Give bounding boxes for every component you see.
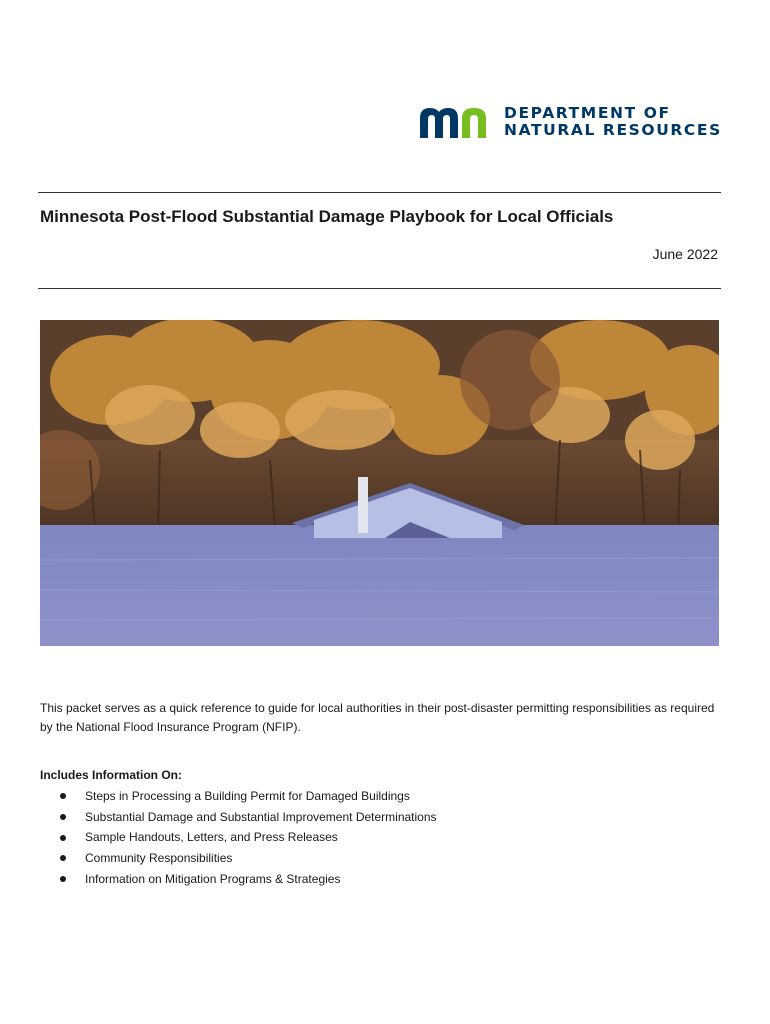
bullet-icon	[60, 793, 66, 799]
bullet-icon	[60, 835, 66, 841]
dnr-logo	[420, 104, 722, 140]
list-item: Substantial Damage and Substantial Improvement Determinations	[60, 807, 437, 828]
flooded-house-image	[40, 320, 719, 646]
bullet-icon	[60, 855, 66, 861]
top-divider	[38, 192, 721, 193]
bullet-icon	[60, 876, 66, 882]
bottom-divider	[38, 288, 721, 289]
list-item: Steps in Processing a Building Permit for Damaged Buildings	[60, 786, 437, 807]
mn-logo-icon	[420, 106, 494, 138]
includes-heading: Includes Information On:	[40, 768, 183, 782]
list-item: Community Responsibilities	[60, 848, 437, 869]
logo-line-1: DEPARTMENT OF	[504, 104, 671, 122]
list-item: Sample Handouts, Letters, and Press Releases	[60, 827, 437, 848]
document-date: June 2022	[652, 246, 718, 262]
intro-paragraph: This packet serves as a quick reference to guide for local authorities in their post-disaster permitting responsibilities as required by the National Flood Insurance Program (NFIP).	[40, 701, 715, 734]
includes-list	[60, 786, 437, 889]
dnr-logo-text	[504, 105, 722, 139]
bullet-icon	[60, 814, 66, 820]
list-item: Information on Mitigation Programs & Strategies	[60, 869, 437, 890]
flood-photo	[40, 320, 719, 646]
logo-line-2: NATURAL RESOURCES	[504, 121, 722, 139]
document-title: Minnesota Post-Flood Substantial Damage Playbook for Local Officials	[40, 207, 614, 226]
